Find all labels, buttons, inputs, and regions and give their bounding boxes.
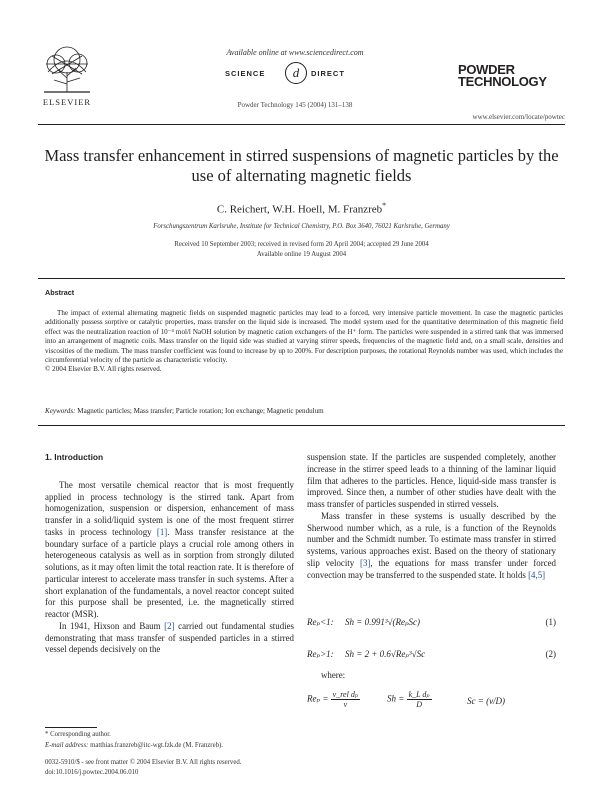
sciencedirect-left: SCIENCE (225, 69, 266, 78)
equation-2-body: Sh = 2 + 0.6√Reₚ³√Sc (345, 649, 426, 659)
equation-2-condition: Reₚ>1: (307, 649, 334, 659)
equation-2-number: (2) (545, 649, 556, 659)
abstract-copyright: © 2004 Elsevier B.V. All rights reserved. (45, 365, 162, 374)
article-dates (38, 240, 565, 260)
reynolds-definition: Reₚ = $\frac{\text{v\_rel dₚ}}{\nu}$ (307, 690, 359, 709)
where-label: where: (321, 670, 346, 680)
article-title: Mass transfer enhancement in stirred suspensions of magnetic particles by the use of alternating magnetic fields (44, 146, 559, 185)
affiliation: Forschungszentrum Karlsruhe, Institute for Technical Chemistry, P.O. Box 3640, 76021 Karlsruhe, Germany (153, 223, 450, 230)
equation-1-condition: Reₚ<1: (307, 617, 334, 627)
intro-paragraph-4: Mass transfer in these systems is usually described by the Sherwood number which, as a rule, is a function of the Reynolds number and the Schmidt number. To estimate mass transfer in stirred systems, various approaches exist. Based on the theory of stationary slip velocity [3], the equations for mass transfer under forced convection may be transferred to the suspended state. It holds [4,5] (307, 510, 556, 580)
corresponding-author-note: * Corresponding author. (45, 731, 111, 738)
abstract-bottom-rule (38, 425, 565, 426)
keywords-text: Magnetic particles; Mass transfer; Particle rotation; Ion exchange; Magnetic pendulum (77, 407, 324, 415)
equation-definitions (307, 686, 556, 716)
keywords (45, 407, 563, 415)
abstract-text: The impact of external alternating magnetic fields on suspended magnetic particles may lead to a forced, very intensive particle movement. In case the magnetic particles additionally possess sorptive or catalytic properties, mass transfer on the liquid side is increased. The model system used for the quantitative determination of this magnetic field effect was the neutralization reaction of 10⁻⁴ mol/l NaOH solution by magnetic cation exchangers of the H⁺ form. The particles were suspended in a stirred tank that was immersed into an arrangement of magnetic coils. Mass transfer on the liquid side was studied at varying stirrer speeds, frequencies of the magnetic field and, on a small scale, densities and viscosities of the medium. The mass transfer coefficient was found to increase by up to 200%. For description purposes, the rotational Reynolds number was used, which includes the circumferential velocity of the particle as characteristic velocity. (45, 309, 563, 365)
available-online-text: Available online at www.sciencedirect.com (226, 48, 364, 57)
journal-url[interactable]: www.elsevier.com/locate/powtec (472, 113, 565, 121)
header-rule (38, 124, 565, 125)
corresponding-author-mark: * (382, 201, 387, 210)
footnote-rule (45, 727, 97, 728)
intro-paragraph-3: suspension state. If the particles are suspended completely, another increase in the stirrer speed leads to a thinning of the laminar liquid film that adheres to the particles. Hence, liquid-side mass transfer is improved. Since then, a number of other studies have dealt with the mass transfer of particles suspended in stirred vessels. (307, 452, 556, 509)
sherwood-definition: Sh = $\frac{\text{k\_L dₚ}}{D}$ (387, 690, 430, 709)
body-column-left (45, 452, 294, 656)
sciencedirect-right: DIRECT (311, 69, 345, 78)
elsevier-tree-logo (38, 44, 96, 94)
abstract-top-rule (38, 278, 565, 279)
sciencedirect-logo (225, 64, 365, 84)
citation-3[interactable]: [3] (359, 557, 371, 568)
article-authors (38, 201, 565, 216)
equation-1 (307, 617, 556, 635)
authors-text: C. Reichert, W.H. Hoell, M. Franzreb (216, 203, 383, 216)
journal-logo (458, 64, 558, 88)
issn-line: 0032-5910/$ - see front matter © 2004 Elsevier B.V. All rights reserved. (45, 759, 242, 766)
journal-logo-line1: POWDER (458, 62, 515, 77)
email-note (45, 741, 294, 751)
citation-1[interactable]: [1] (156, 526, 168, 537)
section-heading-introduction: 1. Introduction (45, 452, 104, 462)
email-address[interactable]: matthias.franzreb@itc-wgt.fzk.de (M. Franzreb). (90, 742, 223, 749)
journal-logo-line2: TECHNOLOGY (458, 74, 547, 89)
body-column-right (307, 452, 556, 581)
online-date: Available online 19 August 2004 (256, 251, 347, 258)
abstract-heading: Abstract (45, 288, 75, 297)
abstract-body (45, 309, 563, 375)
equation-2 (307, 649, 556, 667)
intro-paragraph-1: The most versatile chemical reactor that is most frequently applied in process technology is the stirred tank. Apart from homogenization, suspension or dispersion, enhancement of mass transfer in a solid/liquid system is one of the most frequent stirrer tasks in process technology [1]. Mass transfer resistance at the boundary surface of a particle plays a crucial role among others in heterogeneous catalysis as well as in sorption from strongly diluted solutions, as it may often limit the total reaction rate. It is therefore of particular interest to accelerate mass transfer in such systems. After a short explanation of the fundamentals, a novel reactor concept suited for this purpose shall be presented, i.e. the magnetically stirred reactor (MSR). (45, 479, 294, 619)
doi-line[interactable]: doi:10.1016/j.powtec.2004.06.010 (45, 769, 139, 776)
equation-1-number: (1) (545, 617, 556, 627)
keywords-label: Keywords: (45, 407, 76, 415)
received-dates: Received 10 September 2003; received in revised form 20 April 2004; accepted 29 June 2004 (174, 241, 429, 248)
citation-2[interactable]: [2] (164, 620, 175, 631)
intro-paragraph-2: In 1941, Hixson and Baum [2] carried out fundamental studies demonstrating that mass transfer of suspended particles in a stirred vessel depends decisively on the (45, 620, 294, 655)
journal-reference: Powder Technology 145 (2004) 131–138 (237, 101, 353, 109)
publisher-name: ELSEVIER (42, 97, 92, 107)
sciencedirect-d-icon: d (285, 62, 307, 84)
equation-1-body: Sh = 0.991³√(ReₚSc) (345, 617, 421, 627)
email-label: E-mail address: (45, 742, 89, 749)
front-matter (45, 758, 294, 778)
schmidt-definition: Sc = (ν/D) (467, 696, 506, 706)
citation-4-5[interactable]: [4,5] (528, 569, 546, 580)
